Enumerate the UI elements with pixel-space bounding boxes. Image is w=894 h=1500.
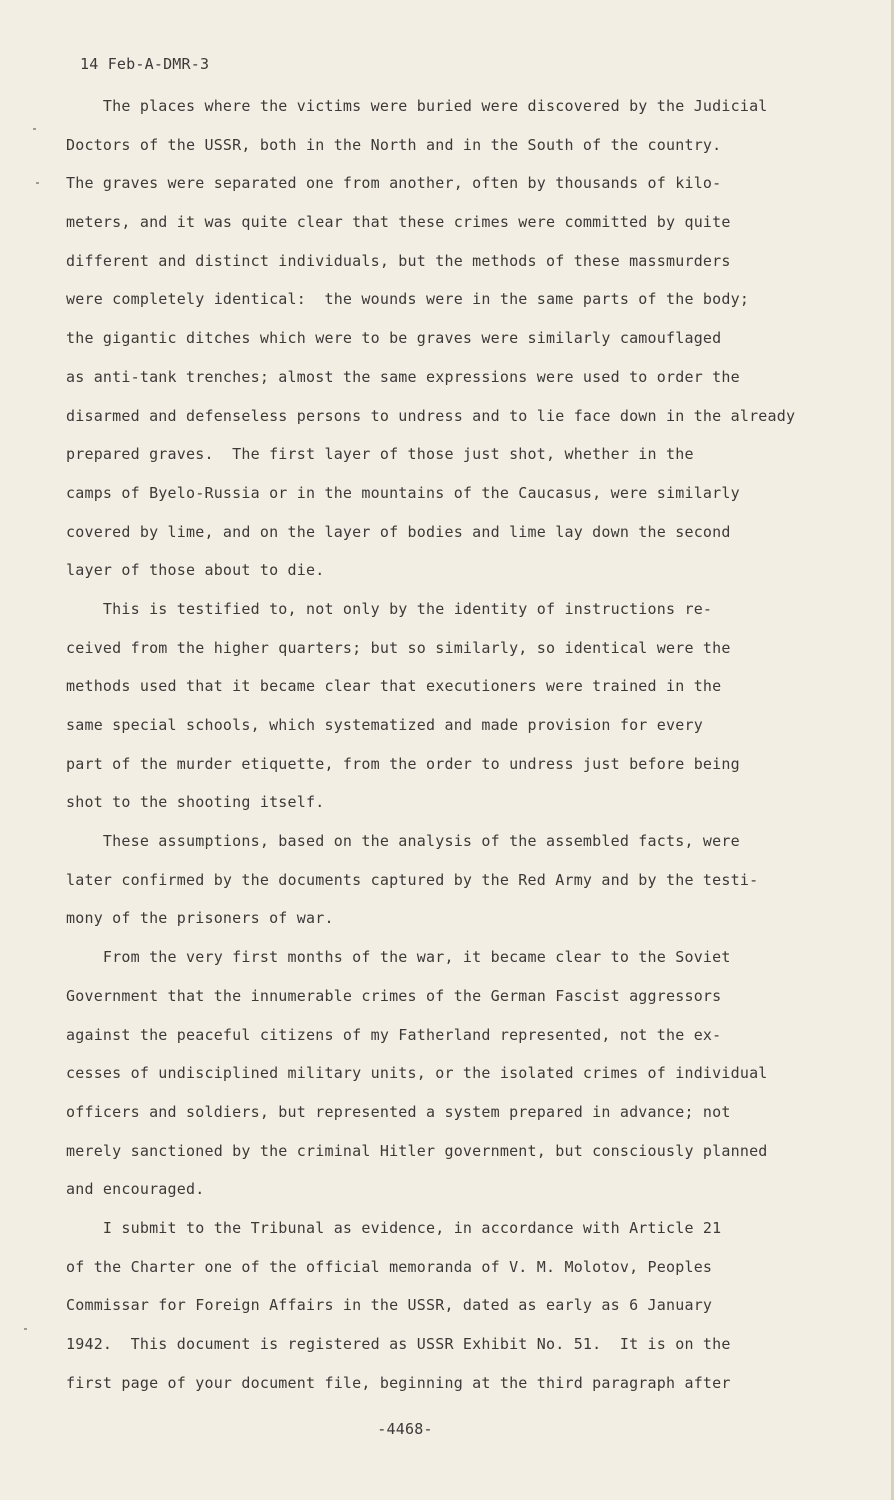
text-line: against the peaceful citizens of my Fatherland represented, not the ex- (66, 1025, 722, 1044)
text-line: meters, and it was quite clear that these crimes were committed by quite (66, 213, 731, 232)
text-line: camps of Byelo-Russia or in the mountains of the Caucasus, were similarly (66, 483, 740, 502)
text-line: same special schools, which systematized and made provision for every (66, 716, 703, 734)
text-line: and encouraged. (66, 1180, 205, 1199)
paragraph-1 (66, 92, 856, 595)
text-line: Government that the innumerable crimes of the German Fascist aggressors (66, 986, 722, 1005)
text-line: cesses of undisciplined military units, or the isolated crimes of individual (66, 1064, 768, 1083)
paragraph-4 (66, 943, 856, 1214)
paragraph-3 (66, 827, 856, 943)
text-line: From the very first months of the war, it became clear to the Soviet (66, 948, 731, 967)
text-line: were completely identical: the wounds were in the same parts of the body; (66, 290, 750, 309)
text-line: of the Charter one of the official memoranda of V. M. Molotov, Peoples (66, 1257, 713, 1276)
text-line: prepared graves. The first layer of those just shot, whether in the (66, 445, 694, 464)
text-line: layer of those about to die. (66, 561, 325, 580)
text-line: officers and soldiers, but represented a system prepared in advance; not (66, 1102, 731, 1121)
text-line: covered by lime, and on the layer of bodies and lime lay down the second (66, 522, 731, 541)
text-line: These assumptions, based on the analysis of the assembled facts, were (66, 832, 740, 851)
text-line: different and distinct individuals, but the methods of these massmurders (66, 251, 731, 270)
text-line: methods used that it became clear that executioners were trained in the (66, 677, 722, 696)
text-line: mony of the prisoners of war. (66, 909, 334, 928)
text-line: This is testified to, not only by the identity of instructions re- (66, 599, 713, 618)
document-body (66, 92, 856, 1407)
text-line: Commissar for Foreign Affairs in the USSR, dated as early as 6 January (66, 1296, 713, 1315)
text-line: first page of your document file, beginning at the third paragraph after (66, 1373, 731, 1392)
paragraph-2 (66, 595, 856, 827)
text-line: the gigantic ditches which were to be graves were similarly camouflaged (66, 329, 722, 348)
text-line: I submit to the Tribunal as evidence, in accordance with Article 21 (66, 1218, 722, 1237)
text-line: part of the murder etiquette, from the order to undress just before being (66, 754, 740, 773)
text-line: ceived from the higher quarters; but so similarly, so identical were the (66, 638, 731, 657)
margin-speck (24, 1328, 27, 1330)
text-line: 1942. This document is registered as USSR Exhibit No. 51. It is on the (66, 1335, 731, 1353)
document-reference: 14 Feb-A-DMR-3 (80, 55, 210, 73)
text-line: The places where the victims were buried were discovered by the Judicial (66, 97, 768, 115)
page-number: -4468- (377, 1420, 433, 1438)
text-line: disarmed and defenseless persons to undress and to lie face down in the already (66, 406, 796, 425)
text-line: The graves were separated one from another, often by thousands of kilo- (66, 174, 722, 193)
text-line: Doctors of the USSR, both in the North and in the South of the country. (66, 135, 722, 154)
margin-speck (33, 128, 36, 130)
text-line: as anti-tank trenches; almost the same expressions were used to order the (66, 367, 740, 386)
text-line: later confirmed by the documents captured by the Red Army and by the testi- (66, 870, 759, 889)
margin-speck (36, 182, 39, 184)
text-line: shot to the shooting itself. (66, 793, 325, 812)
text-line: merely sanctioned by the criminal Hitler government, but consciously planned (66, 1141, 768, 1160)
paragraph-5 (66, 1214, 856, 1407)
